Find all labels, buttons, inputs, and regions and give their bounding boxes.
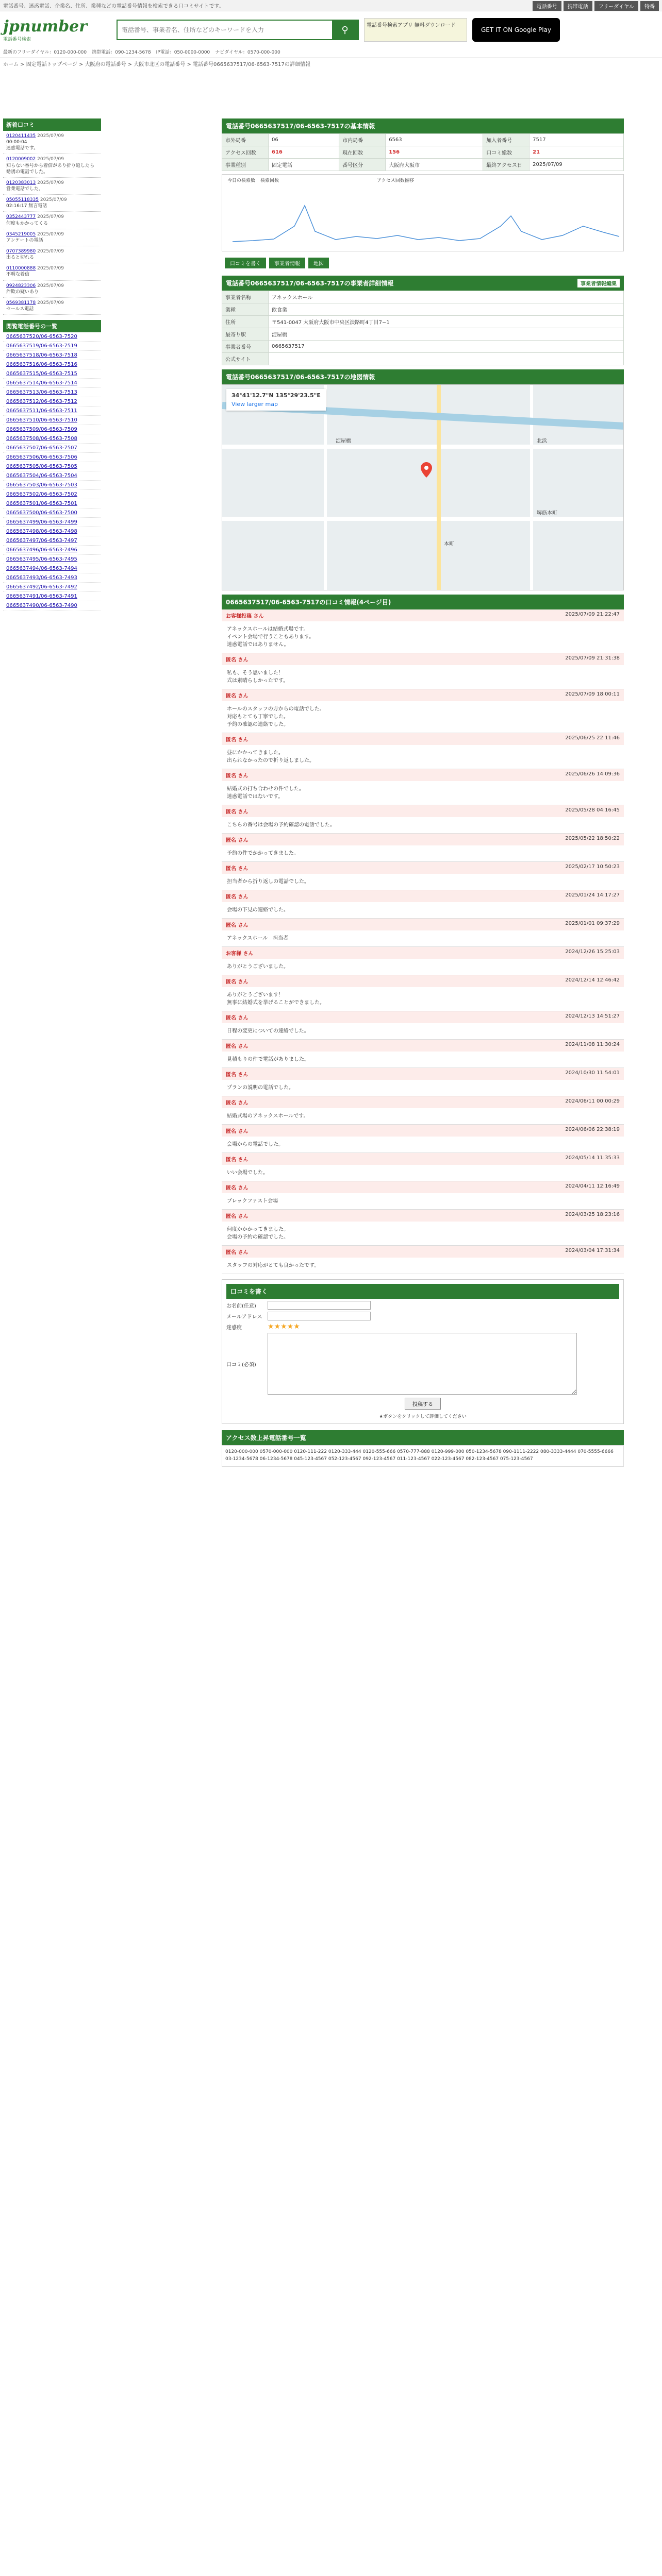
edit-business-button[interactable]: 事業者情報編集 (577, 279, 620, 287)
browsed-number-item[interactable] (3, 351, 101, 360)
browsed-number-item[interactable] (3, 406, 101, 416)
comment-form (222, 1279, 624, 1424)
browsed-number-item[interactable] (3, 527, 101, 536)
top-link-landline[interactable]: 電話番号 (533, 1, 561, 11)
number-link[interactable]: 0665637490/06-6563-7490 (6, 603, 77, 609)
comment-date: 2024/03/25 18:23:16 (565, 1212, 620, 1217)
form-note: ★ボタンをクリックして評価してください (379, 1414, 467, 1419)
cell: 固定電話 (269, 159, 339, 171)
comment-text: セールス電話 (6, 306, 34, 312)
comment-body: スタッフの対応がとても良かったです。 (227, 1263, 320, 1268)
comments-title: 0665637517/06-6563-7517の口コミ情報(4ページ目) (222, 595, 624, 609)
comment-body: 結婚式場のアネックスホールです。 (227, 1113, 309, 1119)
comment-item (222, 1040, 624, 1068)
number-link[interactable]: 0665637516/06-6563-7516 (6, 362, 77, 368)
browsed-number-item[interactable] (3, 481, 101, 490)
browsed-number-item[interactable] (3, 444, 101, 453)
comment-item (222, 1068, 624, 1096)
new-comment-item[interactable] (3, 212, 101, 229)
comment-author: お客様 さん (226, 951, 254, 957)
comment-body: 昼にかかってきました。 出られなかったので折り返しました。 (227, 750, 315, 764)
comment-text: 00:00:04 迷惑電話です。 (6, 140, 39, 151)
chart-label: アクセス回数推移 (377, 178, 414, 183)
business-value (269, 353, 624, 365)
comment-author: 匿名 さん (226, 979, 249, 985)
new-comment-item[interactable] (3, 178, 101, 195)
business-key: 最寄り駅 (222, 328, 269, 341)
sub-item[interactable]: ナビダイヤル：0570-000-000 (215, 50, 280, 55)
top-link-freedial[interactable]: フリーダイヤル (594, 1, 638, 11)
map-label: 本町 (444, 541, 454, 547)
comment-date: 2024/12/13 14:51:27 (565, 1013, 620, 1019)
comment-text: 何度もかかってくる (6, 221, 48, 226)
comment-item (222, 689, 624, 733)
comment-author: 匿名 さん (226, 1015, 249, 1021)
comment-body: いい会場でした。 (227, 1170, 268, 1176)
number-link[interactable]: 0665637503/06-6563-7503 (6, 482, 77, 488)
comment-date: 2025/07/09 (37, 157, 64, 162)
comment-date: 2025/07/09 (37, 133, 64, 139)
number-link[interactable]: 0665637497/06-6563-7497 (6, 538, 77, 544)
number-link[interactable]: 0665637519/06-6563-7519 (6, 343, 77, 349)
cell: 市内局番 (339, 134, 386, 146)
top-bar (0, 0, 662, 11)
comment-item (222, 1210, 624, 1246)
comment-item (222, 609, 624, 653)
browsed-number-item[interactable] (3, 453, 101, 462)
comment-item (222, 919, 624, 947)
current-count: 156 (386, 146, 483, 159)
comment-date: 2025/07/09 21:22:47 (565, 612, 620, 617)
comment-author: 匿名 さん (226, 773, 249, 779)
name-input[interactable] (268, 1301, 371, 1310)
comment-text: 出ると切れる (6, 255, 35, 261)
cell: 現在回数 (339, 146, 386, 159)
number-link[interactable]: 0665637513/06-6563-7513 (6, 389, 77, 396)
browsed-number-item[interactable] (3, 369, 101, 379)
cell: 6563 (386, 134, 483, 146)
name-label: お名前(任意) (226, 1303, 256, 1309)
comment-item (222, 769, 624, 805)
number-link[interactable]: 0665637509/06-6563-7509 (6, 427, 77, 433)
business-table (222, 291, 624, 365)
browsed-number-item[interactable] (3, 471, 101, 481)
comment-item (222, 1181, 624, 1210)
business-value: アネックスホール (269, 291, 624, 303)
map-embed[interactable] (222, 384, 624, 590)
top-links (533, 1, 659, 11)
comment-date: 2025/07/09 (37, 266, 64, 272)
sub-item[interactable]: 最新のフリーダイヤル：0120-000-000 (3, 50, 87, 55)
basic-info-title: 電話番号0665637517/06-6563-7517の基本情報 (222, 118, 624, 133)
browsed-number-item[interactable] (3, 601, 101, 611)
number-link[interactable]: 0665637507/06-6563-7507 (6, 445, 77, 451)
comment-author: 匿名 さん (226, 1214, 249, 1219)
browsed-number-item[interactable] (3, 462, 101, 471)
number-link[interactable]: 0665637508/06-6563-7508 (6, 436, 77, 442)
new-comment-item[interactable] (3, 246, 101, 263)
comment-author: 匿名 さん (226, 657, 249, 663)
comment-author: 匿名 さん (226, 894, 249, 900)
comment-author: 匿名 さん (226, 838, 249, 843)
comment-textarea[interactable] (268, 1333, 577, 1395)
number-link[interactable]: 0665637491/06-6563-7491 (6, 594, 77, 600)
map-label: 堺筋本町 (537, 511, 557, 516)
comment-date: 2024/06/11 00:00:29 (565, 1098, 620, 1104)
map-info-card (226, 389, 326, 411)
number-link[interactable]: 0665637493/06-6563-7493 (6, 575, 77, 581)
access-chart (222, 174, 624, 251)
number-link[interactable]: 0665637501/06-6563-7501 (6, 501, 77, 507)
number-link[interactable]: 0665637518/06-6563-7518 (6, 352, 77, 359)
comment-item (222, 1096, 624, 1125)
sub-bar (0, 48, 662, 58)
number-link[interactable]: 0665637520/06-6563-7520 (6, 334, 77, 340)
header (0, 11, 662, 48)
new-comment-item[interactable] (3, 154, 101, 177)
cell: 大阪府大阪市 (386, 159, 483, 171)
map-label: 北浜 (537, 438, 547, 444)
comment-label: 口コミ(必須) (226, 1362, 256, 1368)
comment-date: 2025/05/28 04:16:45 (565, 807, 620, 813)
browsed-number-item[interactable] (3, 518, 101, 527)
submit-button[interactable]: 投稿する (405, 1398, 441, 1410)
browsed-number-item[interactable] (3, 509, 101, 518)
comment-author: 匿名 さん (226, 1157, 249, 1163)
number-link[interactable]: 0665637498/06-6563-7498 (6, 529, 77, 535)
comment-number[interactable]: 0707389980 (6, 248, 36, 254)
search-box (117, 20, 359, 40)
new-comment-item[interactable] (3, 281, 101, 298)
number-link[interactable]: 0665637500/06-6563-7500 (6, 510, 77, 516)
comment-number[interactable]: 0120383013 (6, 180, 36, 185)
comment-number[interactable]: 0120009002 (6, 157, 36, 162)
new-comment-item[interactable] (3, 195, 101, 212)
logo-sub: 電話番号検索 (3, 37, 31, 42)
comment-author: 匿名 さん (226, 866, 249, 872)
browsed-number-item[interactable] (3, 546, 101, 555)
comment-body: こちらの番号は会場の予約確認の電話でした。 (227, 822, 335, 828)
comment-text: 営業電話でした。 (6, 186, 44, 192)
comment-date: 2024/03/04 17:31:34 (565, 1248, 620, 1253)
business-value: 飲食業 (269, 303, 624, 316)
number-link[interactable]: 0665637504/06-6563-7504 (6, 473, 77, 479)
comment-item (222, 862, 624, 890)
comment-body: ホールのスタッフの方からの電話でした。 対応もとても丁寧でした。 予約の確認の連絡でした。 (227, 706, 325, 727)
business-info-button[interactable]: 事業者情報 (269, 258, 305, 268)
comment-date: 2025/07/09 (37, 231, 64, 237)
browsed-number-item[interactable] (3, 499, 101, 509)
map-button[interactable]: 地図 (308, 258, 329, 268)
comment-text: 不明な着信 (6, 272, 30, 278)
rating-stars[interactable]: ★★★★★ (268, 1323, 300, 1331)
number-link[interactable]: 0665637499/06-6563-7499 (6, 519, 77, 526)
number-link[interactable]: 0665637505/06-6563-7505 (6, 464, 77, 470)
comment-author: 匿名 さん (226, 923, 249, 928)
business-value: 〒541-0047 大阪府大阪市中央区淡路町4丁目7−1 (269, 316, 624, 328)
comment-number[interactable]: 0120411435 (6, 133, 36, 139)
comment-body: 結婚式の打ち合わせの件でした。 迷惑電話ではないです。 (227, 786, 304, 800)
number-link[interactable]: 0665637511/06-6563-7511 (6, 408, 77, 414)
comment-number[interactable]: 0569381178 (6, 300, 36, 306)
comment-author: 匿名 さん (226, 1185, 249, 1191)
ranking-title: アクセス数上昇電話番号一覧 (222, 1430, 624, 1445)
comment-body: プランの説明の電話でした。 (227, 1085, 294, 1091)
number-link[interactable]: 0665637510/06-6563-7510 (6, 417, 77, 423)
cell: 事業種別 (222, 159, 269, 171)
comment-body: 日程の変更についての連絡でした。 (227, 1028, 309, 1034)
comment-body: ありがとうございます！ 無事に結婚式を挙げることができました。 (227, 992, 325, 1006)
browsed-number-item[interactable] (3, 583, 101, 592)
chart-line (222, 175, 623, 251)
google-play-badge[interactable]: GET IT ON Google Play (472, 18, 560, 42)
form-title: 口コミを書く (226, 1284, 619, 1299)
business-value: 淀屋橋 (269, 328, 624, 341)
number-link[interactable]: 0665637512/06-6563-7512 (6, 399, 77, 405)
map-pin-icon (421, 462, 432, 478)
browsed-number-item[interactable] (3, 416, 101, 425)
comment-date: 2025/07/09 18:00:11 (565, 691, 620, 697)
number-link[interactable]: 0665637492/06-6563-7492 (6, 584, 77, 590)
new-comments-title: 新着口コミ (3, 118, 101, 131)
breadcrumb[interactable]: ホーム > 固定電話トップページ > 大阪府の電話番号 > 大阪市北区の電話番号 > 電話番号0665637517/06-6563-7517の詳細情報 (3, 62, 310, 67)
comment-date: 2024/12/14 12:46:42 (565, 977, 620, 983)
comment-item (222, 1011, 624, 1040)
number-link[interactable]: 0665637496/06-6563-7496 (6, 547, 77, 553)
comment-body: アネックスホールは結婚式場です。 イベント会場で行うこともあります。 迷惑電話ではありません。 (227, 626, 315, 648)
comment-text: アンケートの電話 (6, 238, 43, 243)
comment-date: 2024/10/30 11:54:01 (565, 1070, 620, 1076)
comment-item (222, 653, 624, 689)
comment-item (222, 1246, 624, 1274)
basic-info-table (222, 133, 624, 171)
comment-number[interactable]: 0345219005 (6, 231, 36, 237)
legend-today: 今日の検索数 (227, 178, 256, 183)
comment-date: 2025/07/09 (37, 214, 64, 220)
comment-author: 匿名 さん (226, 737, 249, 743)
sub-item[interactable]: IP電話：050-0000-0000 (156, 50, 210, 55)
sub-item[interactable]: 携帯電話：090-1234-5678 (92, 50, 151, 55)
magnifier-icon[interactable]: ⚲ (332, 21, 358, 39)
cell: 7517 (529, 134, 624, 146)
comment-item (222, 733, 624, 769)
email-input[interactable] (268, 1312, 371, 1320)
map-roads (222, 385, 624, 590)
cell: 最終アクセス日 (483, 159, 529, 171)
comment-date: 2025/07/09 21:31:38 (565, 655, 620, 661)
map-title: 電話番号0665637517/06-6563-7517の地図情報 (222, 369, 624, 384)
comment-body: ブレックファスト会場 (227, 1198, 278, 1204)
business-key: 事業者名称 (222, 291, 269, 303)
comment-item (222, 834, 624, 862)
top-link-special[interactable]: 特番 (640, 1, 659, 11)
cell: 2025/07/09 (529, 159, 624, 171)
map-coords: 34°41'12.7"N 135°29'23.5"E (231, 392, 321, 399)
comment-date: 2025/01/01 09:37:29 (565, 921, 620, 926)
legend-search: 検索回数 (260, 178, 279, 183)
comment-item (222, 890, 624, 919)
browsed-number-item[interactable] (3, 332, 101, 342)
comment-date: 2025/06/25 22:11:46 (565, 735, 620, 741)
browsed-number-item[interactable] (3, 490, 101, 499)
browsed-numbers-title: 閲覧電話番号の一覧 (3, 320, 101, 332)
comment-body: 会場の下見の連絡でした。 (227, 907, 289, 913)
comment-item (222, 947, 624, 975)
comment-author: 匿名 さん (226, 1044, 249, 1049)
browsed-number-item[interactable] (3, 536, 101, 546)
access-count: 616 (269, 146, 339, 159)
number-link[interactable]: 0665637502/06-6563-7502 (6, 492, 77, 498)
comment-body: 私も、そう思いました！ 式は素晴らしかったです。 (227, 670, 289, 684)
comment-author: 匿名 さん (226, 693, 249, 699)
comment-body: 担当者から折り返しの電話でした。 (227, 879, 309, 885)
browsed-number-item[interactable] (3, 573, 101, 583)
ranking-list[interactable]: 0120-000-000 0570-000-000 0120-111-222 0120-333-444 0120-555-666 0570-777-888 0120-999-000 050-1234-5678 090-1111-2222 080-3333-4444 070-5555-6666 03-1234-5678 06-1234-5678 045-123-4567 052-123-4567 092-123-4567 011-123-4567 022-123-4567 082-123-4567 075-123-4567 (222, 1445, 624, 1467)
business-title (222, 276, 624, 291)
comment-body: 会場からの電話でした。 (227, 1142, 284, 1147)
number-link[interactable]: 0665637495/06-6563-7495 (6, 556, 77, 563)
new-comment-item[interactable] (3, 298, 101, 315)
comment-date: 2024/06/06 22:38:19 (565, 1127, 620, 1132)
browsed-number-item[interactable] (3, 425, 101, 434)
comment-date: 2025/07/09 (37, 300, 64, 306)
comment-date: 2024/04/11 12:16:49 (565, 1183, 620, 1189)
comment-number[interactable]: 0352443777 (6, 214, 36, 220)
browsed-number-item[interactable] (3, 555, 101, 564)
browsed-number-item[interactable] (3, 388, 101, 397)
comment-author: 匿名 さん (226, 1072, 249, 1078)
comment-item (222, 975, 624, 1011)
browsed-number-item[interactable] (3, 379, 101, 388)
comment-author: 匿名 さん (226, 1129, 249, 1134)
map-label: 淀屋橋 (336, 438, 351, 444)
comment-date: 2025/07/09 (37, 248, 64, 254)
logo-text: jpnumber (3, 18, 88, 36)
action-buttons (222, 255, 624, 272)
number-link[interactable]: 0665637506/06-6563-7506 (6, 454, 77, 461)
comment-text: 詐欺の疑いあり (6, 289, 39, 295)
comment-date: 2025/05/22 18:50:22 (565, 836, 620, 841)
cell: 口コミ総数 (483, 146, 529, 159)
comment-body: 何度かかかってきました。 会場の予約の確認でした。 (227, 1227, 289, 1240)
new-comment-item[interactable] (3, 131, 101, 154)
business-key: 事業者番号 (222, 341, 269, 353)
comment-date: 2024/12/26 15:25:03 (565, 949, 620, 955)
comment-body: アネックスホール 担当者 (227, 936, 289, 941)
comment-date: 2024/11/08 11:30:24 (565, 1042, 620, 1047)
browsed-number-item[interactable] (3, 360, 101, 369)
business-title-text: 電話番号0665637517/06-6563-7517の事業者詳細情報 (226, 280, 394, 287)
comment-body: 見積もりの件で電話がありました。 (227, 1057, 309, 1062)
cell: 市外局番 (222, 134, 269, 146)
left-sidebar (3, 118, 101, 611)
comment-date: 2025/07/09 (37, 180, 64, 185)
comment-count[interactable]: 21 (529, 146, 624, 159)
comment-item (222, 1153, 624, 1181)
cell: アクセス回数 (222, 146, 269, 159)
business-key: 住所 (222, 316, 269, 328)
top-link-mobile[interactable]: 携帯電話 (564, 1, 592, 11)
comment-number[interactable]: 0110000888 (6, 266, 36, 272)
comment-date: 2025/01/24 14:17:27 (565, 892, 620, 898)
business-key: 業種 (222, 303, 269, 316)
site-logo[interactable] (3, 15, 111, 44)
cell: 加入者番号 (483, 134, 529, 146)
browsed-number-item[interactable] (3, 434, 101, 444)
search-input[interactable] (118, 21, 332, 39)
app-promo[interactable]: 電話番号検索アプリ 無料ダウンロード (364, 18, 467, 42)
comment-item (222, 1125, 624, 1153)
browsed-number-item[interactable] (3, 397, 101, 406)
comment-date: 2024/05/14 11:35:33 (565, 1155, 620, 1161)
browsed-number-item[interactable] (3, 592, 101, 601)
top-notice: 電話番号、迷惑電話、企業名、住所、業種などの電話番号情報を検索できる口コミサイトです。 (3, 4, 224, 9)
new-comment-item[interactable] (3, 263, 101, 280)
main-content (222, 118, 624, 1467)
comment-number[interactable]: 05055118335 (6, 197, 39, 203)
comment-date: 2025/06/26 14:09:36 (565, 771, 620, 777)
cell: 番号区分 (339, 159, 386, 171)
comment-number[interactable]: 0924823306 (6, 283, 36, 289)
comment-author: 匿名 さん (226, 809, 249, 815)
comment-date: 2025/07/09 (37, 283, 64, 289)
comment-body: ありがとうございました。 (227, 964, 289, 970)
comment-author: 匿名 さん (226, 1100, 249, 1106)
number-link[interactable]: 0665637515/06-6563-7515 (6, 371, 77, 377)
number-link[interactable]: 0665637514/06-6563-7514 (6, 380, 77, 386)
comment-author: お客様投稿 さん (226, 614, 264, 619)
email-label: メールアドレス (226, 1314, 262, 1320)
comment-date: 2025/07/09 (40, 197, 67, 203)
comment-item (222, 805, 624, 834)
type-label: 迷惑度 (226, 1325, 242, 1331)
view-larger-map-link[interactable]: View larger map (231, 401, 278, 408)
comment-author: 匿名 さん (226, 1250, 249, 1256)
new-comment-item[interactable] (3, 229, 101, 246)
browsed-number-item[interactable] (3, 342, 101, 351)
browsed-number-item[interactable] (3, 564, 101, 573)
business-key: 公式サイト (222, 353, 269, 365)
comment-body: 予約の件でかかってきました。 (227, 851, 299, 856)
number-link[interactable]: 0665637494/06-6563-7494 (6, 566, 77, 572)
write-comment-button[interactable]: 口コミを書く (225, 258, 266, 268)
business-value: 0665637517 (269, 341, 624, 353)
comment-text: 知らない番号から着信があり折り返したら勧誘の電話でした。 (6, 163, 95, 175)
comments-list (222, 609, 624, 1274)
comment-text: 02:16:17 無言電話 (6, 204, 47, 209)
cell: 06 (269, 134, 339, 146)
comment-date: 2025/02/17 10:50:23 (565, 864, 620, 870)
